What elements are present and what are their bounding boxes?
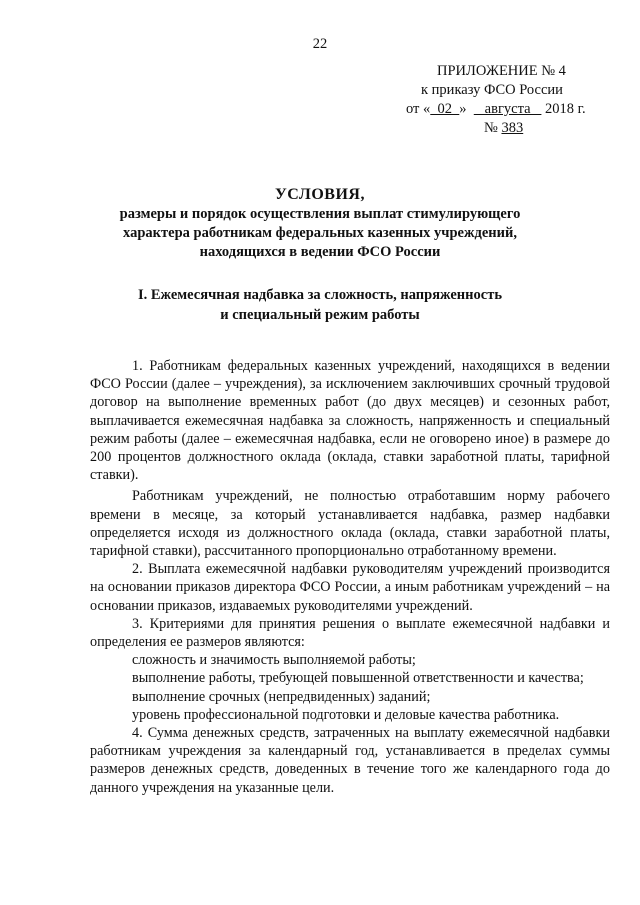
title-line-3: находящихся в ведении ФСО России xyxy=(199,244,441,260)
section-heading-line-1: I. Ежемесячная надбавка за сложность, напряженность xyxy=(137,287,502,303)
page-number: 22 xyxy=(312,36,328,52)
paragraph-5: 4. Сумма денежных средств, затраченных на выплату ежемесячной надбавки работникам учреждения за календарный год, устанавливается в пределах суммы размеров денежных средств, доведенных в течение того же календарного года до данного учреждения на указанные цели. xyxy=(90,725,610,796)
paragraph-1: 1. Работникам федеральных казенных учреждений, находящихся в ведении ФСО России (далее – учреждения), за исключением заключивших срочный трудовой договор на выполнение временных работ (до двух месяцев) и сезонных работ, выплачивается ежемесячная надбавка за сложность, напряженность и специальный режим работы (далее – ежемесячная надбавка, если не оговорено иное) в размере до 200 процентов должностного оклада (оклада, ставки заработной платы, тарифной ставки). xyxy=(90,358,610,484)
date-mid: » xyxy=(459,101,474,117)
document-title xyxy=(0,185,640,262)
paragraph-3: 2. Выплата ежемесячной надбавки руководителям учреждений производится на основании приказов директора ФСО России, а иным работникам учреждений – на основании приказов, издаваемых руководителями учреждений. xyxy=(90,561,610,614)
appendix-block xyxy=(406,62,636,138)
number-prefix: № xyxy=(484,120,502,136)
date-month: августа xyxy=(473,101,542,117)
paragraph-4: 3. Критериями для принятия решения о выплате ежемесячной надбавки и определения ее размеров являются: xyxy=(90,615,610,651)
paragraph-2: Работникам учреждений, не полностью отработавшим норму рабочего времени в месяце, за который устанавливается надбавка, размер надбавки определяется исходя из должностного оклада (оклада, ставки заработной платы, тарифной ставки), рассчитанного пропорционально отработанному времени. xyxy=(90,488,610,560)
date-year: 2018 г. xyxy=(541,101,586,117)
date-day: 02 xyxy=(430,101,460,117)
section-heading-line-2: и специальный режим работы xyxy=(220,307,420,323)
appendix-order-line: к приказу ФСО России xyxy=(421,82,563,98)
title-main: УСЛОВИЯ, xyxy=(275,186,365,203)
date-prefix: от « xyxy=(406,101,431,117)
title-line-1: размеры и порядок осуществления выплат стимулирующего xyxy=(119,206,521,222)
title-line-2: характера работникам федеральных казенных учреждений, xyxy=(123,225,517,241)
criterion-1: сложность и значимость выполняемой работы; xyxy=(132,652,416,669)
section-heading xyxy=(0,285,640,325)
appendix-heading: ПРИЛОЖЕНИЕ № 4 xyxy=(437,63,566,79)
criterion-4: уровень профессиональной подготовки и деловые качества работника. xyxy=(132,706,560,723)
body-text xyxy=(90,357,610,797)
appendix-date-line xyxy=(406,100,636,119)
criterion-3: выполнение срочных (непредвиденных) заданий; xyxy=(132,688,431,705)
number-value: 383 xyxy=(501,120,524,136)
appendix-number-line xyxy=(406,119,636,138)
criterion-2: выполнение работы, требующей повышенной ответственности и качества; xyxy=(132,670,584,687)
